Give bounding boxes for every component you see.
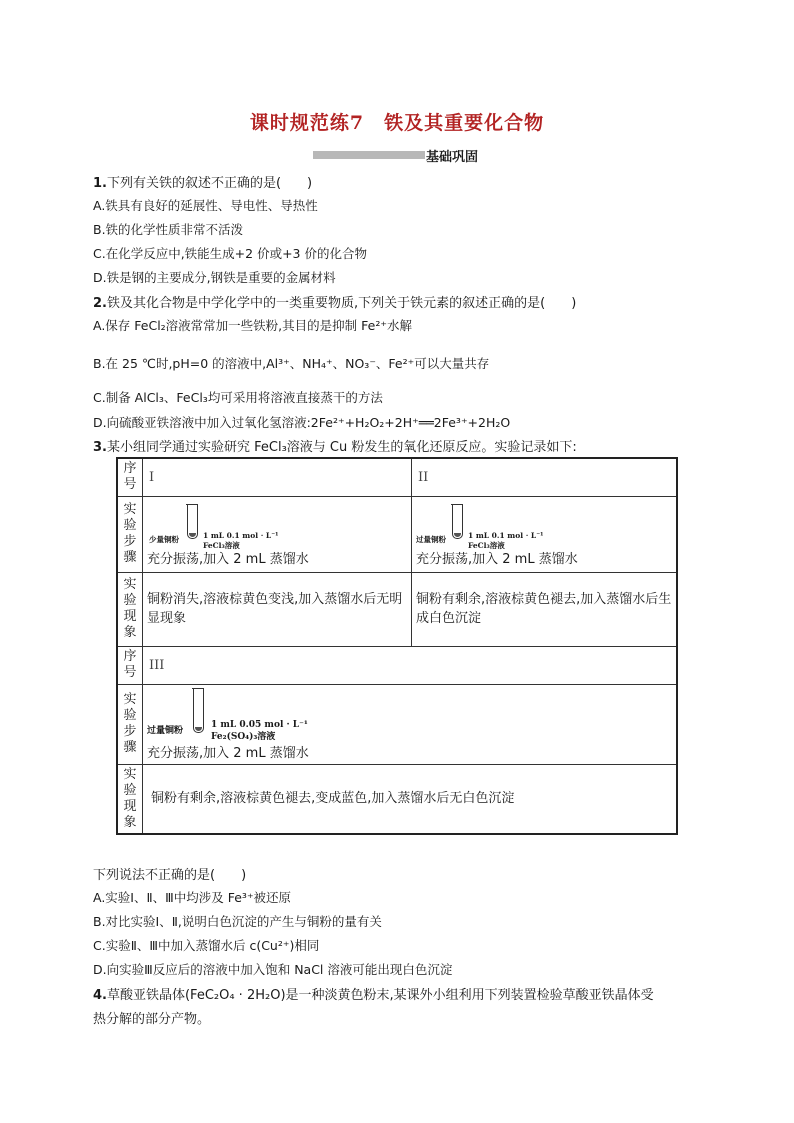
question-4-line-2: 热分解的部分产物。 <box>93 1012 211 1027</box>
table-row <box>117 646 677 684</box>
q3-option-c: C.实验Ⅱ、Ⅲ中加入蒸馏水后 c(Cu²⁺)相同 <box>93 938 320 953</box>
powder-label: 过量铜粉 <box>147 725 184 736</box>
exp1-apparatus <box>147 500 411 550</box>
reagent-label: FeCl₃溶液 <box>203 540 240 550</box>
question-stem: 铁及其化合物是中学化学中的一类重要物质,下列关于铁元素的叙述正确的是( ) <box>106 296 577 311</box>
q3-stem-2: 下列说法不正确的是( ) <box>93 868 247 883</box>
exp2-observation: 铜粉有剩余,溶液棕黄色褪去,加入蒸馏水后生成白色沉淀 <box>412 572 678 646</box>
section-divider-bar <box>313 151 425 159</box>
header-step: 实 验 步 骤 <box>117 684 143 764</box>
header-step: 实 验 步 骤 <box>117 496 143 572</box>
exp2-apparatus <box>416 500 676 550</box>
q1-option-b: B.铁的化学性质非常不活泼 <box>93 222 244 237</box>
q2-option-b: B.在 25 ℃时,pH=0 的溶液中,Al³⁺、NH₄⁺、NO₃⁻、Fe²⁺可以大量共存 <box>93 356 490 371</box>
reagent-label: 1 mL 0.05 mol · L⁻¹ <box>211 719 308 730</box>
question-4 <box>93 984 654 1003</box>
exp3-step-cell <box>143 684 678 764</box>
question-1 <box>93 172 312 191</box>
exp1-label: I <box>143 458 412 496</box>
exp3-step-text: 充分振荡,加入 2 mL 蒸馏水 <box>147 745 309 761</box>
exp3-observation: 铜粉有剩余,溶液棕黄色褪去,变成蓝色,加入蒸馏水后无白色沉淀 <box>143 764 678 834</box>
table-row <box>117 684 677 764</box>
question-number: 2. <box>93 296 107 311</box>
header-obs: 实 验 现 象 <box>117 572 143 646</box>
q2-option-c: C.制备 AlCl₃、FeCl₃均可采用将溶液直接蒸干的方法 <box>93 390 383 405</box>
q2-option-d: D.向硫酸亚铁溶液中加入过氧化氢溶液:2Fe²⁺+H₂O₂+2H⁺══2Fe³⁺+2H₂O <box>93 415 511 430</box>
question-stem: 草酸亚铁晶体(FeC₂O₄ · 2H₂O)是一种淡黄色粉末,某课外小组利用下列装置检验草酸亚铁晶体受 <box>106 988 654 1003</box>
exp1-step-text: 充分振荡,加入 2 mL 蒸馏水 <box>147 551 309 567</box>
reagent-label: Fe₂(SO₄)₃溶液 <box>211 731 276 742</box>
question-3 <box>93 436 577 455</box>
q3-option-d: D.向实验Ⅲ反应后的溶液中加入饱和 NaCl 溶液可能出现白色沉淀 <box>93 962 453 977</box>
header-seq: 序 号 <box>117 646 143 684</box>
exp3-apparatus <box>147 686 676 744</box>
reagent-label: 1 mL 0.1 mol · L⁻¹ <box>203 530 279 540</box>
exp2-step-cell <box>412 496 678 572</box>
exp1-observation: 铜粉消失,溶液棕黄色变浅,加入蒸馏水后无明显现象 <box>143 572 412 646</box>
question-number: 1. <box>93 176 107 191</box>
experiment-table <box>116 457 678 835</box>
q1-option-c: C.在化学反应中,铁能生成+2 价或+3 价的化合物 <box>93 246 367 261</box>
table-row <box>117 458 677 496</box>
exp2-label: II <box>412 458 678 496</box>
table-row <box>117 764 677 834</box>
test-tube-icon <box>452 504 463 539</box>
q1-option-d: D.铁是钢的主要成分,钢铁是重要的金属材料 <box>93 270 336 285</box>
page-title: 课时规范练7 铁及其重要化合物 <box>249 112 545 134</box>
test-tube-icon <box>193 688 204 733</box>
question-stem: 某小组同学通过实验研究 FeCl₃溶液与 Cu 粉发生的氧化还原反应。实验记录如下: <box>106 440 577 455</box>
table-row <box>117 496 677 572</box>
reagent-label: 1 mL 0.1 mol · L⁻¹ <box>468 530 544 540</box>
table-row <box>117 572 677 646</box>
powder-label: 过量铜粉 <box>416 534 446 544</box>
section-label: 基础巩固 <box>426 150 479 165</box>
q3-option-a: A.实验Ⅰ、Ⅱ、Ⅲ中均涉及 Fe³⁺被还原 <box>93 890 292 905</box>
header-obs: 实 验 现 象 <box>117 764 143 834</box>
exp2-step-text: 充分振荡,加入 2 mL 蒸馏水 <box>416 551 578 567</box>
header-seq: 序 号 <box>117 458 143 496</box>
powder-label: 少量铜粉 <box>149 534 179 544</box>
question-stem: 下列有关铁的叙述不正确的是( ) <box>106 176 313 191</box>
question-2 <box>93 292 576 311</box>
test-tube-icon <box>187 504 198 539</box>
q3-option-b: B.对比实验Ⅰ、Ⅱ,说明白色沉淀的产生与铜粉的量有关 <box>93 914 382 929</box>
question-number: 3. <box>93 440 107 455</box>
exp3-label: III <box>143 646 678 684</box>
q2-option-a: A.保存 FeCl₂溶液常常加一些铁粉,其目的是抑制 Fe²⁺水解 <box>93 318 412 333</box>
q1-option-a: A.铁具有良好的延展性、导电性、导热性 <box>93 198 318 213</box>
question-number: 4. <box>93 988 107 1003</box>
reagent-label: FeCl₃溶液 <box>468 540 505 550</box>
exp1-step-cell <box>143 496 412 572</box>
